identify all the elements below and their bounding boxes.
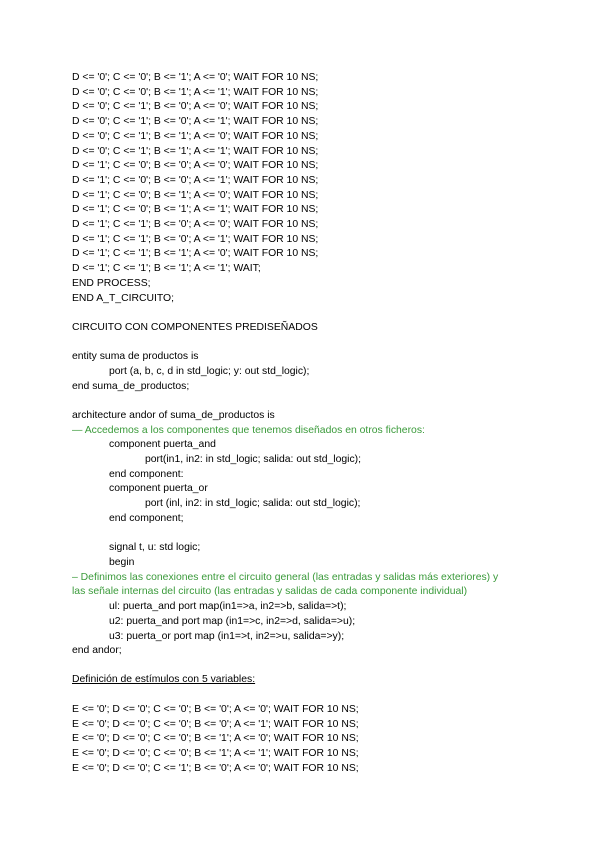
stimulus-line: E <= '0'; D <= '0'; C <= '1'; B <= '0'; A <= '0'; WAIT FOR 10 NS; [72, 762, 359, 774]
port-line: port (a, b, c, d in std_logic; y: out std_logic); [109, 366, 310, 377]
comment-connections-1: – Definimos las conexiones entre el circuito general (las entradas y salidas más exteriores) y [72, 572, 499, 583]
stimulus-line: E <= '0'; D <= '0'; C <= '0'; B <= '0'; A <= '0'; WAIT FOR 10 NS; [72, 704, 359, 715]
begin-line: begin [109, 557, 135, 568]
stimulus-line: D <= '1'; C <= '1'; B <= '1'; A <= '0'; WAIT FOR 10 NS; [72, 248, 319, 260]
stimulus-line: D <= '0'; C <= '0'; B <= '1'; A <= '1'; WAIT FOR 10 NS; [72, 86, 319, 98]
entity-line: entity suma de productos is [72, 351, 199, 362]
stimulus-line: D <= '0'; C <= '1'; B <= '1'; A <= '0'; WAIT FOR 10 NS; [72, 130, 319, 142]
stimulus-line: D <= '1'; C <= '1'; B <= '0'; A <= '0'; WAIT FOR 10 NS; [72, 219, 319, 230]
stimulus-line: D <= '0'; C <= '1'; B <= '1'; A <= '1'; WAIT FOR 10 NS; [72, 145, 319, 157]
port-and-line: port(in1, in2: in std_logic; salida: out std_logic); [145, 454, 362, 465]
end-andor-line: end andor; [72, 645, 122, 656]
stimulus-line: D <= '0'; C <= '1'; B <= '0'; A <= '1'; WAIT FOR 10 NS; [72, 116, 319, 128]
component-and-line: component puerta_and [109, 439, 216, 450]
stimulus-line: D <= '0'; C <= '0'; B <= '1'; A <= '0'; WAIT FOR 10 NS; [72, 72, 319, 83]
architecture-line: architecture andor of suma_de_productos is [72, 410, 275, 421]
stimulus-line: D <= '1'; C <= '1'; B <= '0'; A <= '1'; WAIT FOR 10 NS; [72, 233, 319, 245]
comment-connections-2: las señale internas del circuito (las entradas y salidas de cada componente individual) [72, 586, 468, 597]
heading-5var: Definición de estímulos con 5 variables: [72, 674, 256, 685]
end-entity-line: end suma_de_productos; [72, 381, 190, 392]
end-component-1: end component: [109, 469, 184, 480]
end-process-line: END PROCESS; [72, 278, 151, 289]
stimulus-line: D <= '1'; C <= '0'; B <= '1'; A <= '1'; WAIT FOR 10 NS; [72, 204, 319, 216]
signal-line: signal t, u: std logic; [109, 542, 201, 553]
stimulus-line: E <= '0'; D <= '0'; C <= '0'; B <= '1'; A <= '0'; WAIT FOR 10 NS; [72, 733, 359, 745]
instance-u1: ul: puerta_and port map(in1=>a, in2=>b, salida=>t); [109, 601, 347, 612]
stimulus-line: D <= '1'; C <= '0'; B <= '1'; A <= '0'; WAIT FOR 10 NS; [72, 189, 319, 201]
stimulus-line: D <= '1'; C <= '1'; B <= '1'; A <= '1'; WAIT; [72, 263, 261, 275]
port-or-line: port (inl, in2: in std_logic; salida: out std_logic); [145, 498, 361, 509]
stimulus-line: E <= '0'; D <= '0'; C <= '0'; B <= '0'; A <= '1'; WAIT FOR 10 NS; [72, 718, 359, 730]
section-title: CIRCUITO CON COMPONENTES PREDISEÑADOS [72, 322, 318, 333]
end-component-2: end component; [109, 513, 184, 524]
stimulus-line: E <= '0'; D <= '0'; C <= '0'; B <= '1'; A <= '1'; WAIT FOR 10 NS; [72, 748, 359, 760]
stimulus-line: D <= '1'; C <= '0'; B <= '0'; A <= '0'; WAIT FOR 10 NS; [72, 160, 319, 172]
stimulus-line: D <= '1'; C <= '0'; B <= '0'; A <= '1'; WAIT FOR 10 NS; [72, 174, 319, 186]
stimulus-line: D <= '0'; C <= '1'; B <= '0'; A <= '0'; WAIT FOR 10 NS; [72, 101, 319, 113]
component-or-line: component puerta_or [109, 483, 208, 494]
instance-u3: u3: puerta_or port map (in1=>t, in2=>u, salida=>y); [109, 631, 345, 642]
comment-components: — Accedemos a los componentes que tenemos diseñados en otros ficheros: [72, 425, 425, 436]
instance-u2: u2: puerta_and port map (in1=>c, in2=>d, salida=>u); [109, 616, 356, 627]
end-architecture-line: END A_T_CIRCUITO; [72, 293, 175, 304]
